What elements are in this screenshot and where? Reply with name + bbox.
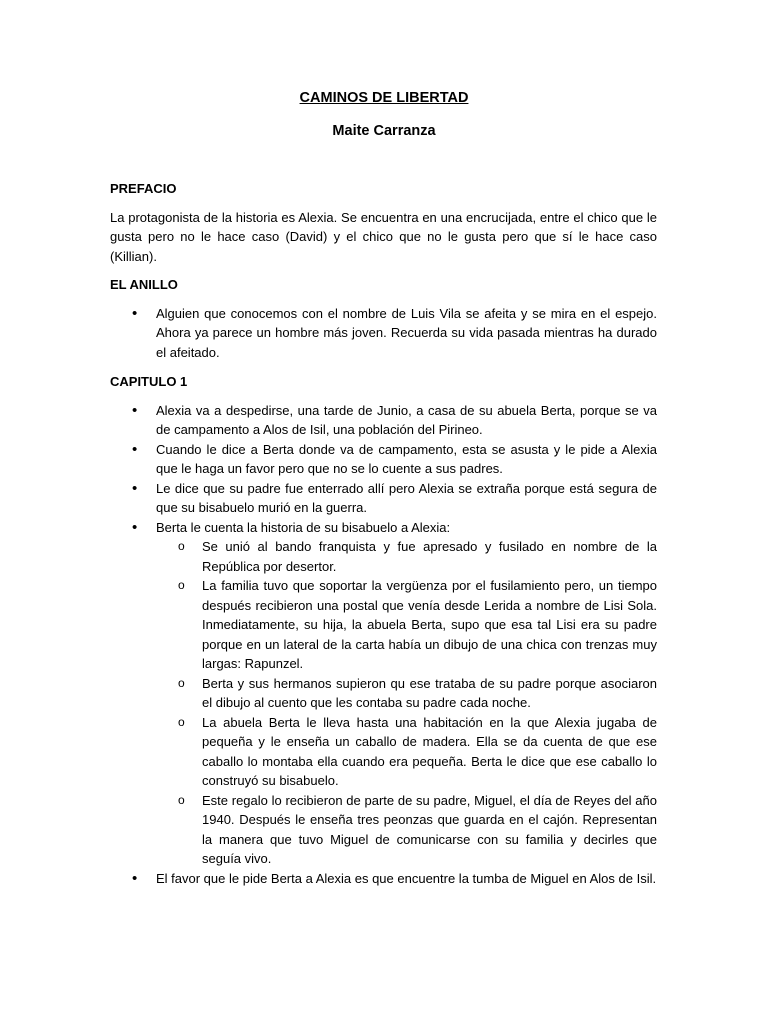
- sublist-item: o La familia tuvo que soportar la vergüenza por el fusilamiento pero, un tiempo después recibieron una postal que venía desde Lerida a nombre de Lisi Sola. Inmediatamente, su hija, la abuela Berta, supo que esa tal Lisi era su padre porque en un lateral de la carta había un dibujo de una chica con trenzas muy largas: Rapunzel.: [202, 576, 657, 674]
- document-author: Maite Carranza: [332, 123, 436, 139]
- list-item: • Alguien que conocemos con el nombre de Luis Vila se afeita y se mira en el espejo. Ahora ya parece un hombre más joven. Recuerda su vida pasada mientras ha durado el afeitado.: [156, 304, 657, 363]
- list-item: • Cuando le dice a Berta donde va de campamento, esta se asusta y le pide a Alexia que le haga un favor pero que no se lo cuente a sus padres.: [156, 440, 657, 479]
- sublist-item: o La abuela Berta le lleva hasta una habitación en la que Alexia jugaba de pequeña y le enseña un caballo de madera. Ella se da cuenta de que ese caballo lo montaba ella cuando era pequeña. Berta le dice que ese caballo lo construyó su bisabuelo.: [202, 713, 657, 791]
- sublist-item: o Se unió al bando franquista y fue apresado y fusilado en nombre de la República por desertor.: [202, 537, 657, 576]
- sublist-item: o Berta y sus hermanos supieron qu ese trataba de su padre porque asociaron el dibujo al cuento que les contaba su padre cada noche.: [202, 674, 657, 713]
- list-item: • Alexia va a despedirse, una tarde de Junio, a casa de su abuela Berta, porque se va de campamento a Alos de Isil, una población del Pirineo.: [156, 401, 657, 440]
- list-item-text: Berta le cuenta la historia de su bisabuelo a Alexia:: [156, 519, 451, 535]
- section-heading-prefacio: PREFACIO: [110, 181, 177, 196]
- section-heading-capitulo-1: CAPITULO 1: [110, 374, 188, 389]
- capitulo-1-list: [110, 401, 657, 889]
- el-anillo-list: [110, 304, 657, 363]
- prefacio-paragraph: La protagonista de la historia es Alexia. Se encuentra en una encrucijada, entre el chico que le gusta pero no le hace caso (David) y el chico que no le gusta pero que sí le hace caso (Killian).: [110, 209, 657, 264]
- list-item-with-sublist: [156, 518, 657, 869]
- list-item: • El favor que le pide Berta a Alexia es que encuentre la tumba de Miguel en Alos de Isil.: [156, 869, 657, 889]
- sublist-item: o Este regalo lo recibieron de parte de su padre, Miguel, el día de Reyes del año 1940. Después le enseña tres peonzas que guarda en el cajón. Representan la manera que tuvo Miguel de comunicarse con su familia y decirles que seguía vivo.: [202, 791, 657, 869]
- section-heading-el-anillo: EL ANILLO: [110, 277, 178, 292]
- bisabuelo-sublist: [156, 537, 657, 869]
- document-body: [110, 179, 657, 888]
- list-item: • Le dice que su padre fue enterrado allí pero Alexia se extraña porque está segura de que su bisabuelo murió en la guerra.: [156, 479, 657, 518]
- document-title: CAMINOS DE LIBERTAD: [299, 90, 469, 106]
